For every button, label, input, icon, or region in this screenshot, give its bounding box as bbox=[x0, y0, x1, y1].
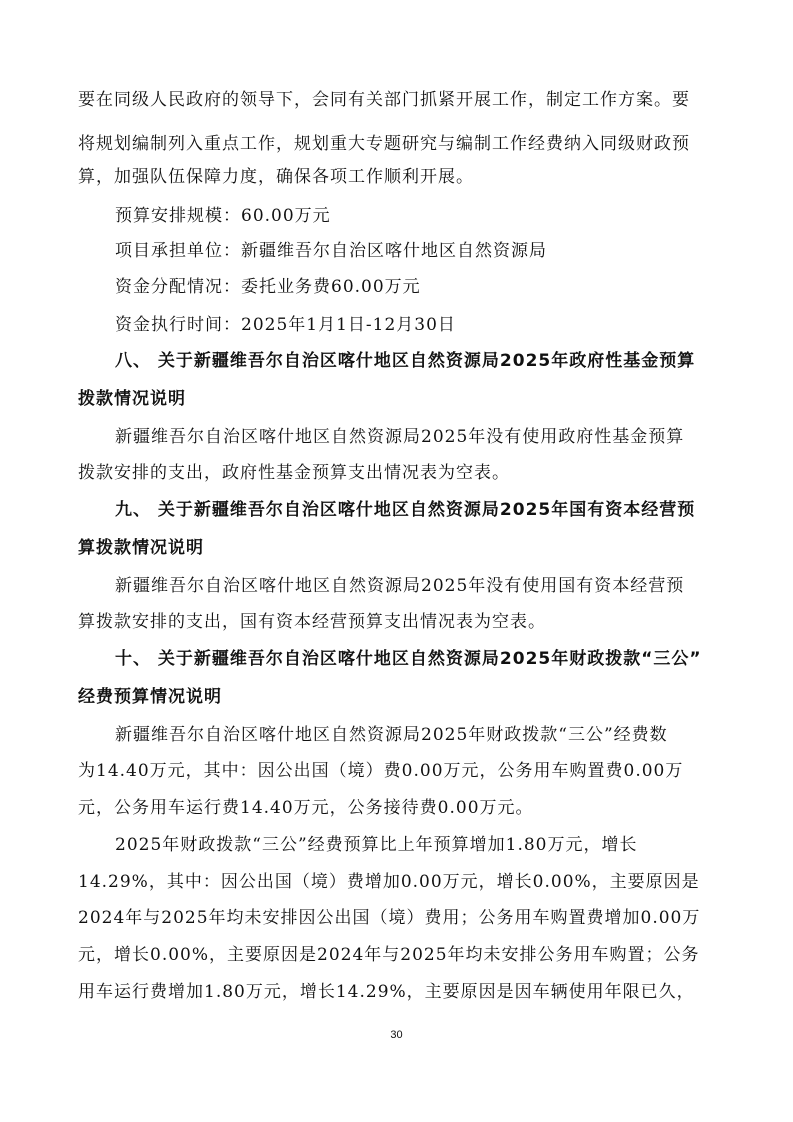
section-8-heading-cont: 拨款情况说明 bbox=[78, 389, 186, 409]
budget-scale: 预算安排规模：60.00万元 bbox=[115, 206, 331, 226]
page-number: 30 bbox=[390, 1029, 403, 1041]
fund-allocation: 资金分配情况：委托业务费60.00万元 bbox=[115, 277, 421, 297]
section-9-body: 新疆维吾尔自治区喀什地区自然资源局2025年没有使用国有资本经营预 bbox=[115, 576, 685, 596]
paragraph-line: 算，加强队伍保障力度，确保各项工作顺利开展。 bbox=[78, 167, 474, 187]
undertaking-unit: 项目承担单位：新疆维吾尔自治区喀什地区自然资源局 bbox=[115, 241, 547, 261]
paragraph-line: 要在同级人民政府的领导下，会同有关部门抓紧开展工作，制定工作方案。要 bbox=[78, 90, 690, 110]
execution-time: 资金执行时间：2025年1月1日-12月30日 bbox=[115, 315, 456, 335]
section-9-body: 算拨款安排的支出，国有资本经营预算支出情况表为空表。 bbox=[78, 612, 546, 632]
paragraph-line: 将规划编制列入重点工作，规划重大专题研究与编制工作经费纳入同级财政预 bbox=[78, 134, 690, 154]
section-10-heading: 十、 关于新疆维吾尔自治区喀什地区自然资源局2025年财政拨款“三公” bbox=[115, 649, 702, 669]
section-10-body: 新疆维吾尔自治区喀什地区自然资源局2025年财政拨款“三公”经费数 bbox=[115, 725, 668, 745]
section-10-body-2: 14.29%，其中：因公出国（境）费增加0.00万元，增长0.00%，主要原因是 bbox=[78, 872, 700, 892]
section-8-heading: 八、 关于新疆维吾尔自治区喀什地区自然资源局2025年政府性基金预算 bbox=[115, 351, 696, 371]
section-8-body: 拨款安排的支出，政府性基金预算支出情况表为空表。 bbox=[78, 463, 510, 483]
section-10-body-2: 2024年与2025年均未安排因公出国（境）费用；公务用车购置费增加0.00万 bbox=[78, 908, 701, 928]
section-10-body-2: 元，增长0.00%，主要原因是2024年与2025年均未安排公务用车购置；公务 bbox=[78, 945, 700, 965]
section-9-heading-cont: 算拨款情况说明 bbox=[78, 538, 204, 558]
section-8-body: 新疆维吾尔自治区喀什地区自然资源局2025年没有使用政府性基金预算 bbox=[115, 427, 685, 447]
section-10-body: 元，公务用车运行费14.40万元，公务接待费0.00万元。 bbox=[78, 798, 534, 818]
section-10-body-2: 用车运行费增加1.80万元，增长14.29%，主要原因是因车辆使用年限已久， bbox=[78, 982, 695, 1002]
section-10-heading-cont: 经费预算情况说明 bbox=[78, 687, 222, 707]
section-10-body: 为14.40万元，其中：因公出国（境）费0.00万元，公务用车购置费0.00万 bbox=[78, 761, 684, 781]
section-10-body-2: 2025年财政拨款“三公”经费预算比上年预算增加1.80万元，增长 bbox=[115, 835, 638, 855]
section-9-heading: 九、 关于新疆维吾尔自治区喀什地区自然资源局2025年国有资本经营预 bbox=[115, 500, 696, 520]
